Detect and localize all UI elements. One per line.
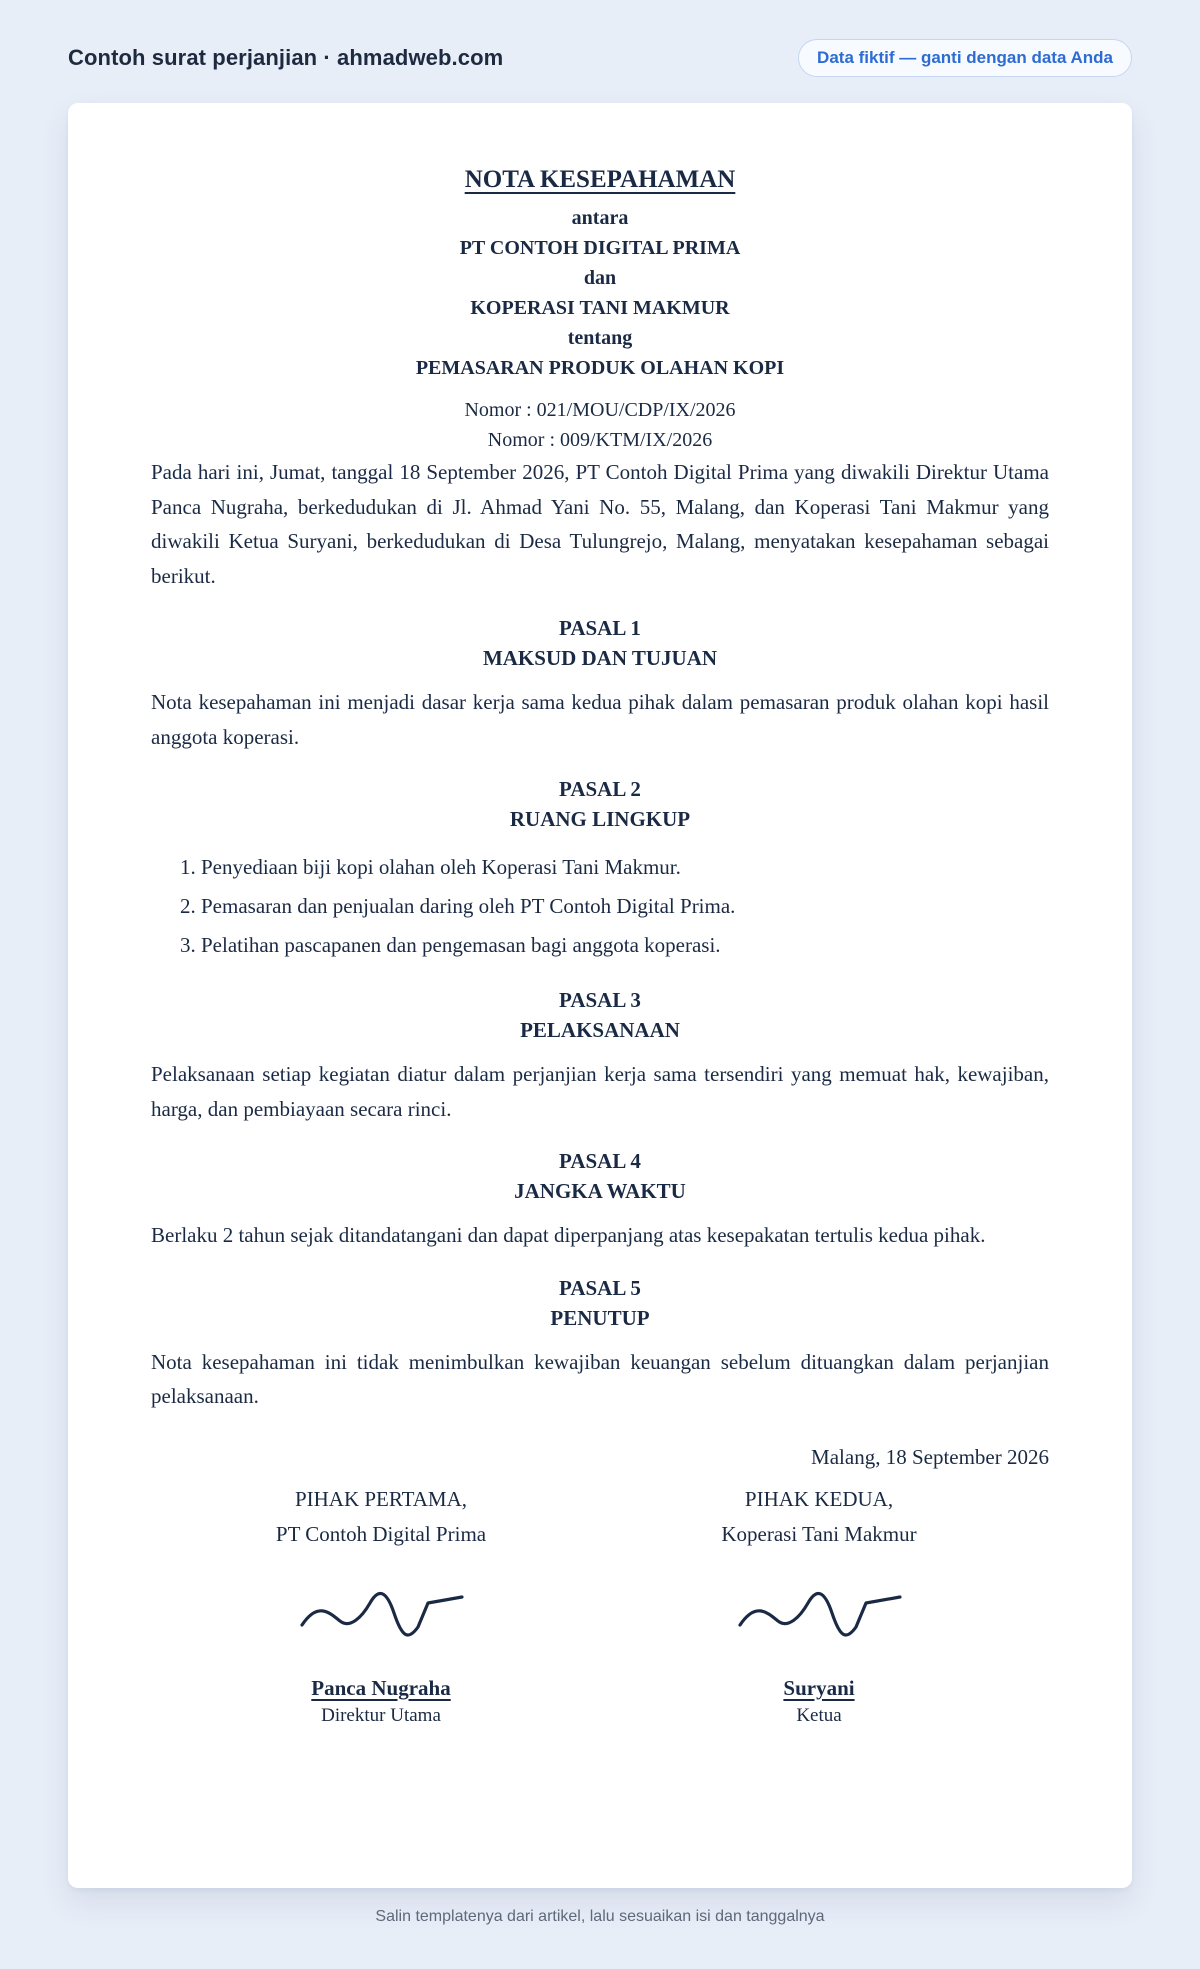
- pasal-title: JANGKA WAKTU: [514, 1179, 686, 1203]
- list-item: 1. Penyediaan biji kopi olahan oleh Koperasi Tani Makmur.: [201, 848, 1049, 887]
- signer-name: Panca Nugraha: [311, 1675, 451, 1700]
- pasal-title: MAKSUD DAN TUJUAN: [482, 646, 718, 670]
- heading-line: dan: [583, 267, 617, 289]
- pasal-number: PASAL 5: [559, 1275, 641, 1300]
- scope-list: [151, 848, 1049, 965]
- signer-name: Suryani: [783, 1675, 855, 1700]
- footer-note: Salin templatenya dari artikel, lalu sesuaikan isi dan tanggalnya: [375, 1908, 825, 1925]
- document-number: Nomor : 009/KTM/IX/2026: [487, 429, 713, 451]
- pasal-3-heading: [151, 985, 1049, 1045]
- pasal-4-text: Berlaku 2 tahun sejak ditandatangani dan dapat diperpanjang atas kesepakatan tertulis kedua pihak.: [151, 1223, 986, 1247]
- heading-line: PEMASARAN PRODUK OLAHAN KOPI: [415, 357, 785, 379]
- pasal-5-heading: [151, 1273, 1049, 1333]
- party-organization: PT Contoh Digital Prima: [275, 1521, 487, 1546]
- signature-image: [609, 1558, 1029, 1668]
- pasal-5-text: Nota kesepahaman ini tidak menimbulkan kewajiban keuangan sebelum dituangkan dalam perjanjian pelaksanaan.: [151, 1349, 1049, 1408]
- signer-role: Ketua: [796, 1704, 842, 1726]
- list-item: 2. Pemasaran dan penjualan daring oleh PT Contoh Digital Prima.: [201, 887, 1049, 926]
- signatory-second: [609, 1482, 1029, 1730]
- pasal-4-heading: [151, 1146, 1049, 1206]
- pasal-1-heading: [151, 613, 1049, 673]
- heading-line: KOPERASI TANI MAKMUR: [470, 297, 730, 319]
- heading-line: antara: [571, 207, 629, 229]
- pasal-title: PENUTUP: [550, 1305, 650, 1330]
- pasal-3-text: Pelaksanaan setiap kegiatan diatur dalam perjanjian kerja sama tersendiri yang memuat hak, kewajiban, harga, dan pembiayaan secara rinci.: [151, 1062, 1049, 1121]
- party-label: PIHAK KEDUA,: [744, 1486, 894, 1511]
- list-item: 3. Pelatihan pascapanen dan pengemasan bagi anggota koperasi.: [201, 926, 1049, 965]
- top-bar: [68, 38, 1132, 78]
- document-paper: [68, 103, 1132, 1888]
- document-numbers: [151, 395, 1049, 455]
- pasal-number: PASAL 4: [559, 1149, 641, 1173]
- party-label: PIHAK PERTAMA,: [294, 1486, 468, 1511]
- pasal-title: PELAKSANAAN: [520, 1018, 680, 1042]
- pasal-2-heading: [151, 774, 1049, 834]
- signer-role: Direktur Utama: [321, 1704, 441, 1726]
- document-title: NOTA KESEPAHAMAN: [464, 166, 736, 193]
- document-number: Nomor : 021/MOU/CDP/IX/2026: [464, 399, 736, 421]
- signature-image: [171, 1558, 591, 1668]
- party-organization: Koperasi Tani Makmur: [721, 1521, 917, 1546]
- heading-line: tentang: [567, 327, 633, 349]
- site-title: Contoh surat perjanjian · ahmadweb.com: [68, 45, 504, 70]
- document-body: [151, 163, 1049, 1730]
- fictional-data-badge: Data fiktif — ganti dengan data Anda: [798, 39, 1132, 77]
- document-heading: [151, 203, 1049, 383]
- pasal-number: PASAL 2: [559, 777, 641, 801]
- place-date: Malang, 18 September 2026: [811, 1444, 1049, 1469]
- heading-line: PT CONTOH DIGITAL PRIMA: [459, 237, 741, 259]
- signatory-first: [171, 1482, 591, 1730]
- pasal-number: PASAL 1: [559, 616, 641, 640]
- pasal-title: RUANG LINGKUP: [509, 807, 691, 831]
- signature-block: [151, 1482, 1049, 1730]
- pasal-1-text: Nota kesepahaman ini menjadi dasar kerja sama kedua pihak dalam pemasaran produk olahan kopi hasil anggota koperasi.: [151, 690, 1049, 749]
- pasal-number: PASAL 3: [559, 988, 641, 1012]
- opening-paragraph: Pada hari ini, Jumat, tanggal 18 September 2026, PT Contoh Digital Prima yang diwakili Direktur Utama Panca Nugraha, berkedudukan di Jl. Ahmad Yani No. 55, Malang, dan Koperasi Tani Makmur yang diwakili Ketua Suryani, berkedudukan di Desa Tulungrejo, Malang, menyatakan kesepahaman sebagai berikut.: [151, 460, 1049, 588]
